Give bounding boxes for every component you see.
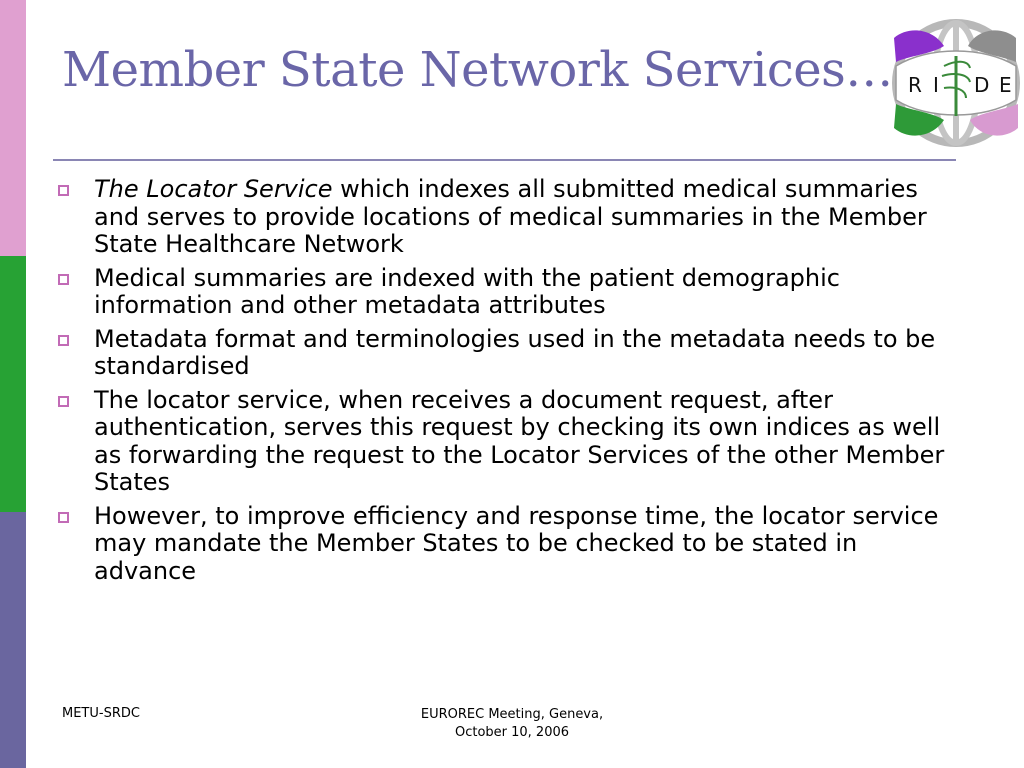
footer-organization: METU-SRDC bbox=[62, 706, 140, 721]
bullet-text: Metadata format and terminologies used in the metadata needs to be standardised bbox=[94, 324, 936, 380]
logo-letter-i: I bbox=[933, 73, 939, 97]
list-item bbox=[56, 326, 966, 381]
bullet-text: which indexes all submitted medical summaries and serves to provide locations of medical summaries in the Member State Healthcare Network bbox=[94, 175, 927, 258]
logo-letter-r: R bbox=[908, 73, 922, 97]
square-bullet-icon bbox=[58, 185, 69, 196]
footer-event bbox=[402, 706, 622, 742]
bullet-text: The locator service, when receives a document request, after authentication, serves this request by checking its own indices as well as forwarding the request to the Locator Services of the other Member States bbox=[94, 385, 945, 496]
bullet-text: Medical summaries are indexed with the patient demographic information and other metadata attributes bbox=[94, 263, 840, 319]
logo-letter-d: D bbox=[974, 73, 990, 97]
bullet-list bbox=[56, 176, 966, 591]
slide-title: Member State Network Services… bbox=[62, 42, 893, 98]
square-bullet-icon bbox=[58, 335, 69, 346]
bullet-emphasis: The Locator Service bbox=[94, 175, 333, 203]
list-item bbox=[56, 503, 966, 586]
bullet-text: However, to improve efficiency and response time, the locator service may mandate the Member States to be checked to be stated in advance bbox=[94, 501, 939, 585]
title-divider bbox=[53, 159, 956, 161]
side-bar-green bbox=[0, 256, 26, 512]
footer-event-line2: October 10, 2006 bbox=[454, 725, 570, 740]
list-item bbox=[56, 387, 966, 497]
footer-event-line1: EUROREC Meeting, Geneva, bbox=[420, 707, 604, 722]
list-item bbox=[56, 265, 966, 320]
list-item bbox=[56, 176, 966, 259]
square-bullet-icon bbox=[58, 274, 69, 285]
side-bar-blue bbox=[0, 512, 26, 768]
logo-letter-e: E bbox=[999, 73, 1012, 97]
side-bar-pink bbox=[0, 0, 26, 256]
square-bullet-icon bbox=[58, 396, 69, 407]
square-bullet-icon bbox=[58, 512, 69, 523]
ride-logo bbox=[888, 16, 1024, 150]
